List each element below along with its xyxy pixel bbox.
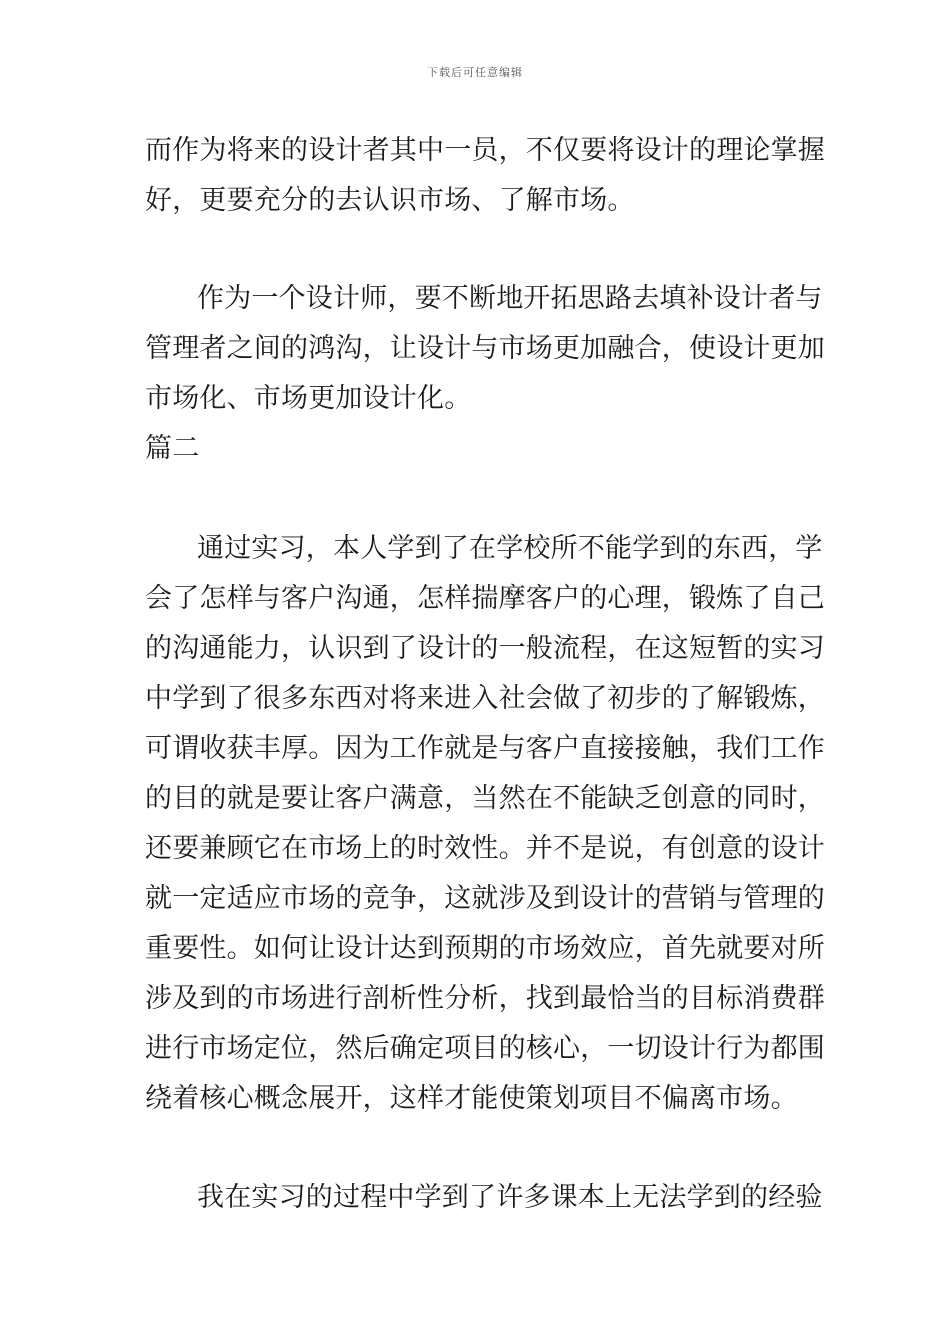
header-note: 下载后可任意编辑	[427, 66, 523, 79]
body-line: 而作为将来的设计者其中一员，不仅要将设计的理论掌握	[145, 135, 825, 166]
body-line: 重要性。如何让设计达到预期的市场效应，首先就要对所	[145, 933, 825, 964]
body-line: 管理者之间的鸿沟，让设计与市场更加融合，使设计更加	[145, 333, 825, 364]
body-line: 我在实习的过程中学到了许多课本上无法学到的经验	[197, 1182, 823, 1213]
body-line: 就一定适应市场的竞争，这就涉及到设计的营销与管理的	[145, 883, 825, 914]
body-line: 好，更要充分的去认识市场、了解市场。	[145, 185, 635, 216]
section-heading: 篇二	[145, 433, 200, 464]
body-line: 绕着核心概念展开，这样才能使策划项目不偏离市场。	[145, 1083, 798, 1114]
body-line: 的目的就是要让客户满意，当然在不能缺乏创意的同时，	[145, 783, 825, 814]
body-line: 会了怎样与客户沟通，怎样揣摩客户的心理，锻炼了自己	[145, 583, 825, 614]
body-line: 中学到了很多东西对将来进入社会做了初步的了解锻炼，	[145, 683, 825, 714]
body-line: 进行市场定位，然后确定项目的核心，一切设计行为都围	[145, 1033, 825, 1064]
body-line: 市场化、市场更加设计化。	[145, 383, 472, 414]
body-line: 涉及到的市场进行剖析性分析，找到最恰当的目标消费群	[145, 983, 825, 1014]
body-line: 的沟通能力，认识到了设计的一般流程，在这短暂的实习	[145, 633, 825, 664]
body-line: 通过实习，本人学到了在学校所不能学到的东西，学	[197, 533, 823, 564]
body-line: 可谓收获丰厚。因为工作就是与客户直接接触，我们工作	[145, 733, 825, 764]
body-line: 作为一个设计师，要不断地开拓思路去填补设计者与	[197, 283, 823, 314]
body-line: 还要兼顾它在市场上的时效性。并不是说，有创意的设计	[145, 833, 825, 864]
